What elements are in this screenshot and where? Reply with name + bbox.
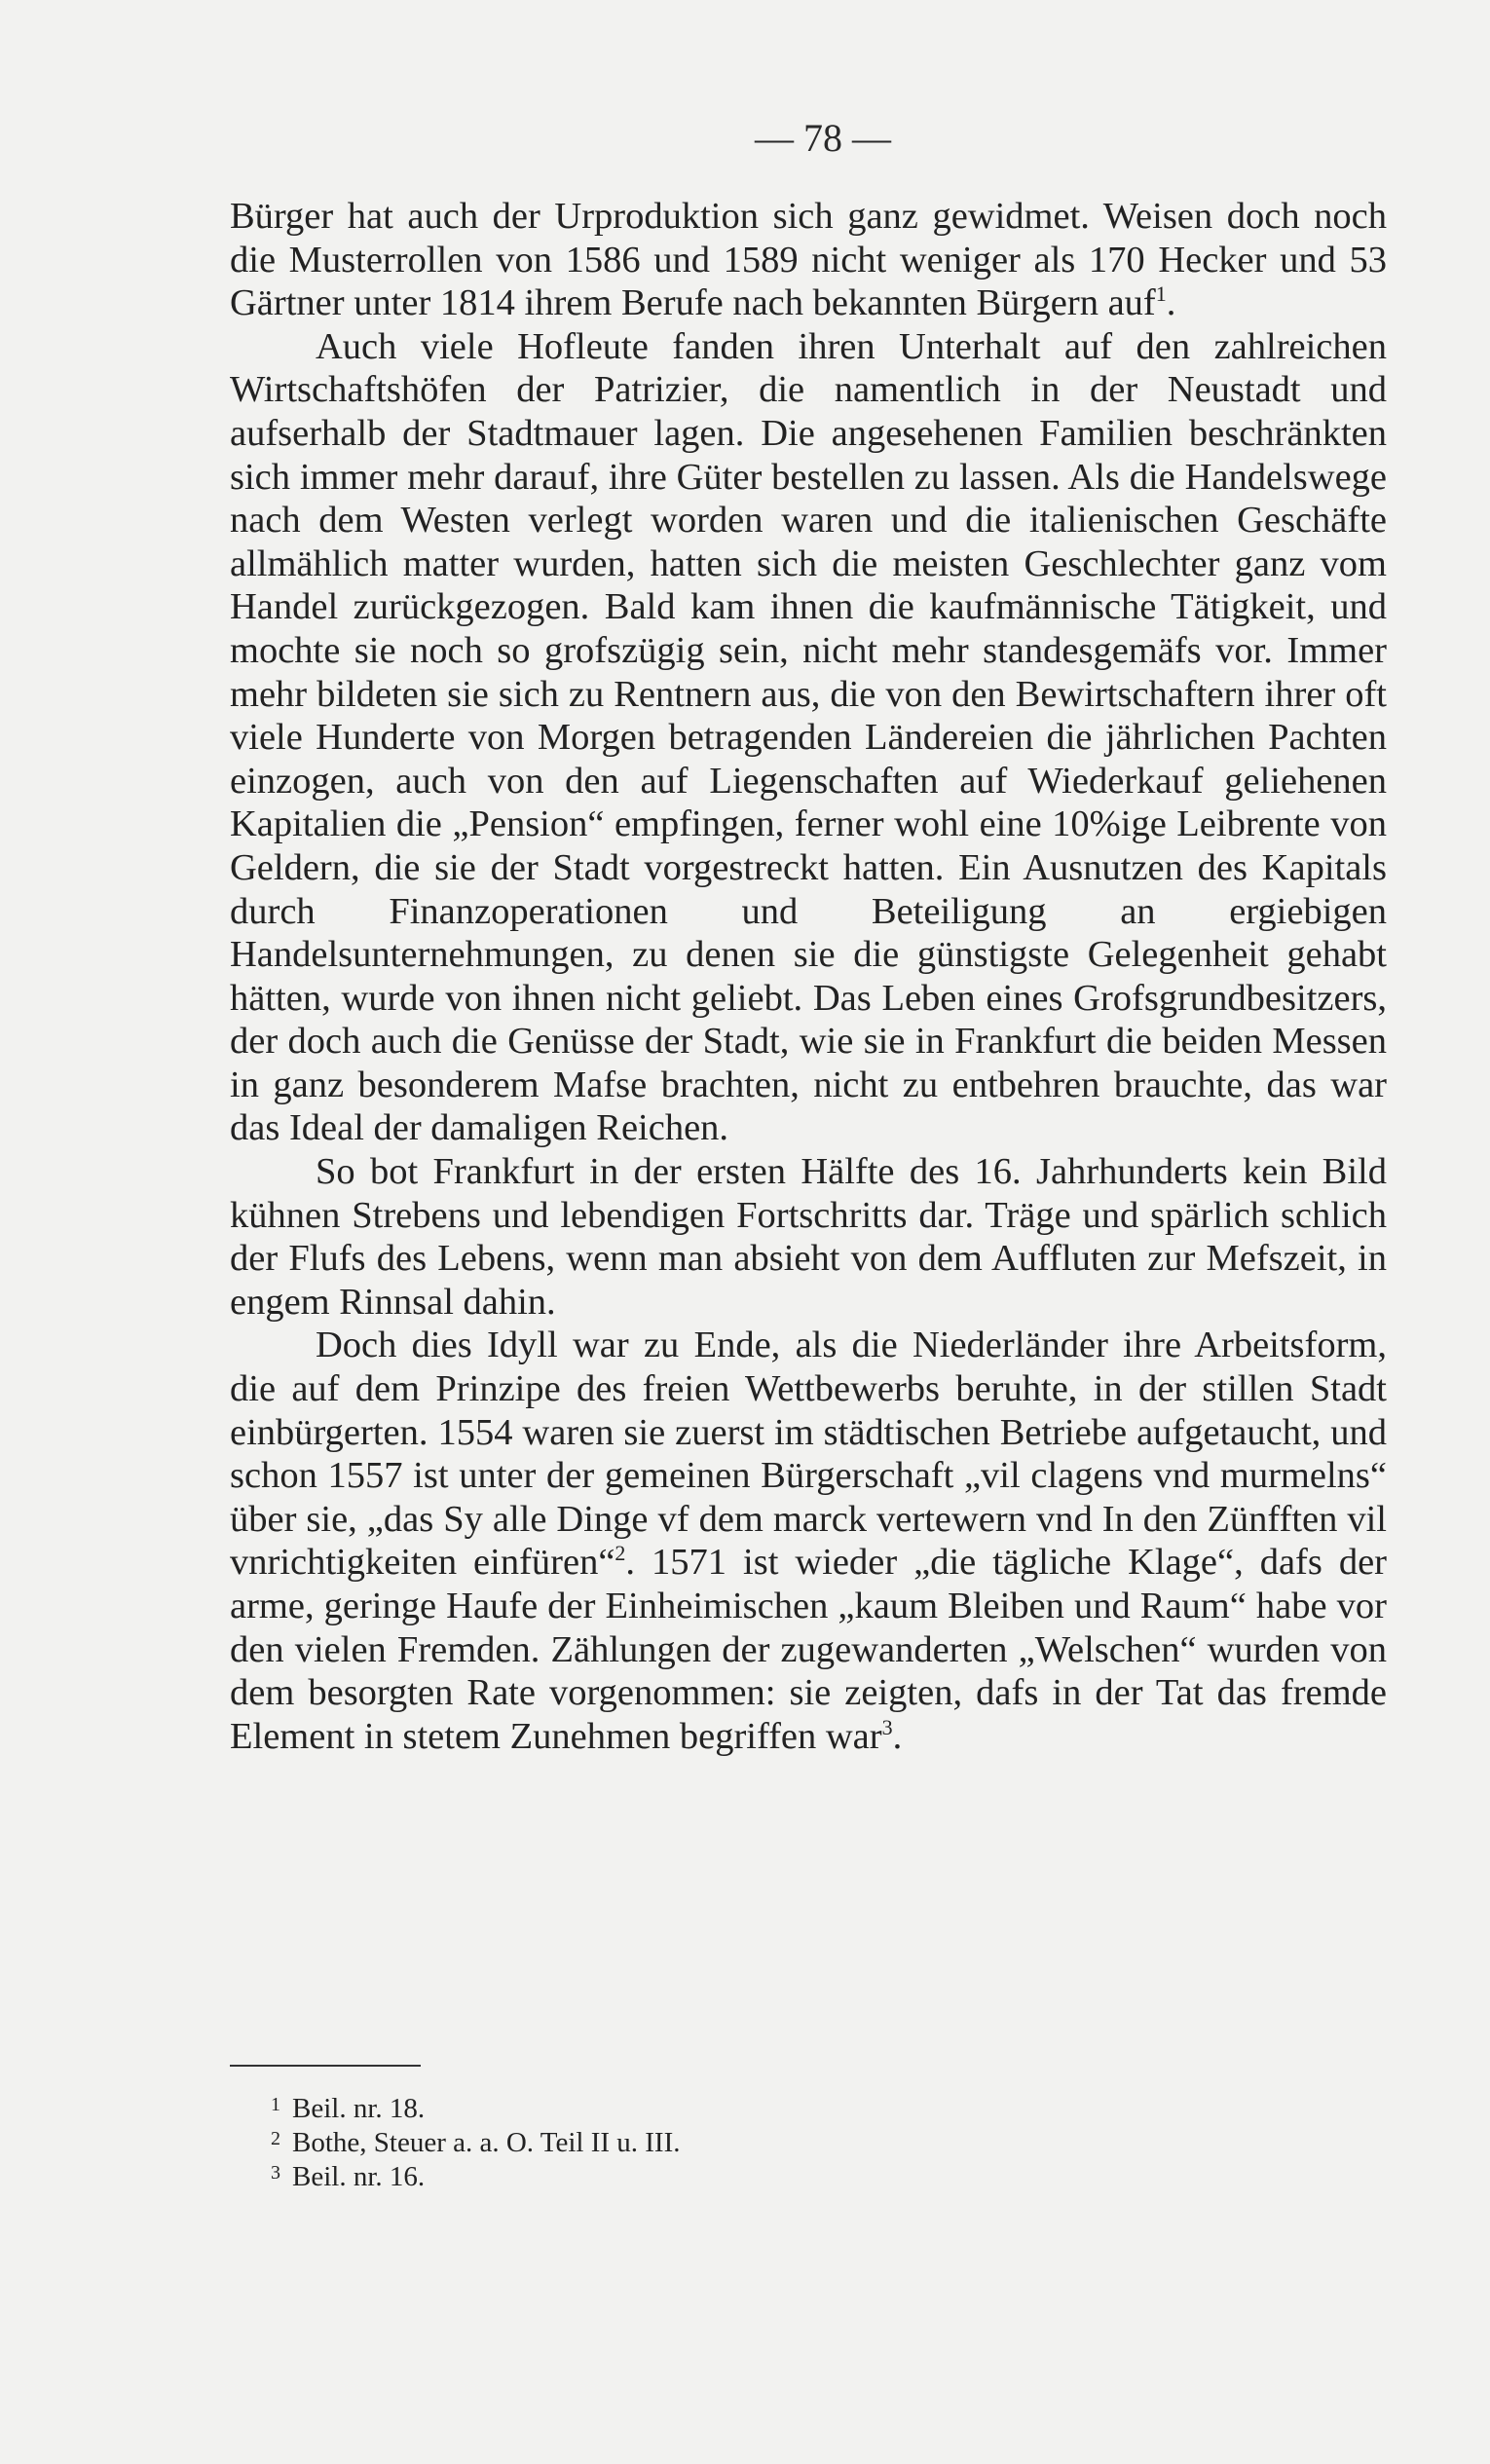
footnote-ref-2: 2 [615,1541,626,1566]
footnote-2-mark: 2 [271,2128,280,2149]
footnote-2 [271,2126,1169,2160]
paragraph-4-text-c: . [892,1715,903,1757]
paragraph-3-text: So bot Frankfurt in der ersten Hälfte des 16. Jahrhunderts kein Bild kühnen Strebens und lebendigen Fortschritts dar. Träge und spärlich schlich der Flufs des Lebens, wenn man absieht von dem Auffluten zur Mefszeit, in engem Rinnsal dahin. [230,1151,1387,1323]
footnote-ref-1: 1 [1155,281,1167,307]
footnote-3-text: Beil. nr. 16. [292,2161,426,2192]
page-number: — 78 — [755,116,891,160]
footnote-2-text: Bothe, Steuer a. a. O. Teil II u. III. [292,2127,681,2158]
paragraph-1-text-a: Bürger hat auch der Urproduktion sich ganz gewidmet. Weisen doch noch die Musterrollen von 1586 und 1589 nicht weniger als 170 Hecker und 53 Gärtner unter 1814 ihrem Berufe nach bekannten Bürgern auf [230,196,1387,324]
paragraph-2-text: Auch viele Hofleute fanden ihren Unterhalt auf den zahlreichen Wirtschaftshöfen der Patrizier, die namentlich in der Neustadt und aufserhalb der Stadtmauer lagen. Die angesehenen Familien beschränkten sich immer mehr darauf, ihre Güter bestellen zu lassen. Als die Handelswege nach dem Westen verlegt worden waren und die italienischen Geschäfte allmählich matter wurden, hatten sich die meisten Geschlechter ganz vom Handel zurückgezogen. Bald kam ihnen die kaufmännische Tätigkeit, und mochte sie noch so grofszügig sein, nicht mehr standesgemäfs vor. Immer mehr bildeten sie sich zu Rentnern aus, die von den Bewirtschaftern ihrer oft viele Hunderte von Morgen betragenden Ländereien die jährlichen Pachten einzogen, auch von den auf Liegenschaften auf Wiederkauf geliehenen Kapitalien die „Pension“ empfingen, ferner wohl eine 10%ige Leibrente von Geldern, die sie der Stadt vorgestreckt hatten. Ein Ausnutzen des Kapitals durch Finanzoperationen und Beteiligung an ergiebigen Handelsunternehmungen, zu denen sie die günstigste Gelegenheit gehabt hätten, wurde von ihnen nicht geliebt. Das Leben eines Grofsgrundbesitzers, der doch auch die Genüsse der Stadt, wie sie in Frankfurt die beiden Messen in ganz besonderem Mafse brachten, nicht zu entbehren brauchte, das war das Ideal der damaligen Reichen. [230,325,1387,1149]
paragraph-1 [230,195,1387,325]
paragraph-3 [230,1150,1387,1324]
paragraph-2 [230,325,1387,1150]
footnote-1-mark: 1 [271,2094,280,2115]
footnote-divider [230,2065,421,2067]
paragraph-4 [230,1324,1387,1758]
footnote-ref-3: 3 [881,1714,893,1739]
footnote-3-mark: 3 [271,2162,280,2184]
footnotes [271,2092,1169,2194]
footnote-1 [271,2092,1169,2126]
paragraph-4-text-a: Doch dies Idyll war zu Ende, als die Niederländer ihre Arbeitsform, die auf dem Prinzipe des freien Wettbewerbs beruhte, in der stillen Stadt einbürgerten. 1554 waren sie zuerst im städtischen Betriebe aufgetaucht, und schon 1557 ist unter der gemeinen Bürgerschaft „vil clagens vnd murmelns“ über sie, „das Sy alle Dinge vf dem marck vertewern vnd In den Zünfften vil vnrichtigkeiten einfüren“ [230,1325,1387,1584]
footnote-3 [271,2160,1169,2194]
footnote-1-text: Beil. nr. 18. [292,2093,426,2124]
body-text [230,195,1387,1758]
paragraph-1-text-b: . [1166,282,1176,324]
paragraph-4-text-b: . 1571 ist wieder „die tägliche Klage“, dafs der arme, geringe Haufe der Einheimischen „kaum Bleiben und Raum“ habe vor den vielen Fremden. Zählungen der zugewanderten „Welschen“ wurden von dem besorgten Rate vorgenommen: sie zeigten, dafs in der Tat das fremde Element in stetem Zunehmen begriffen war [230,1542,1388,1757]
